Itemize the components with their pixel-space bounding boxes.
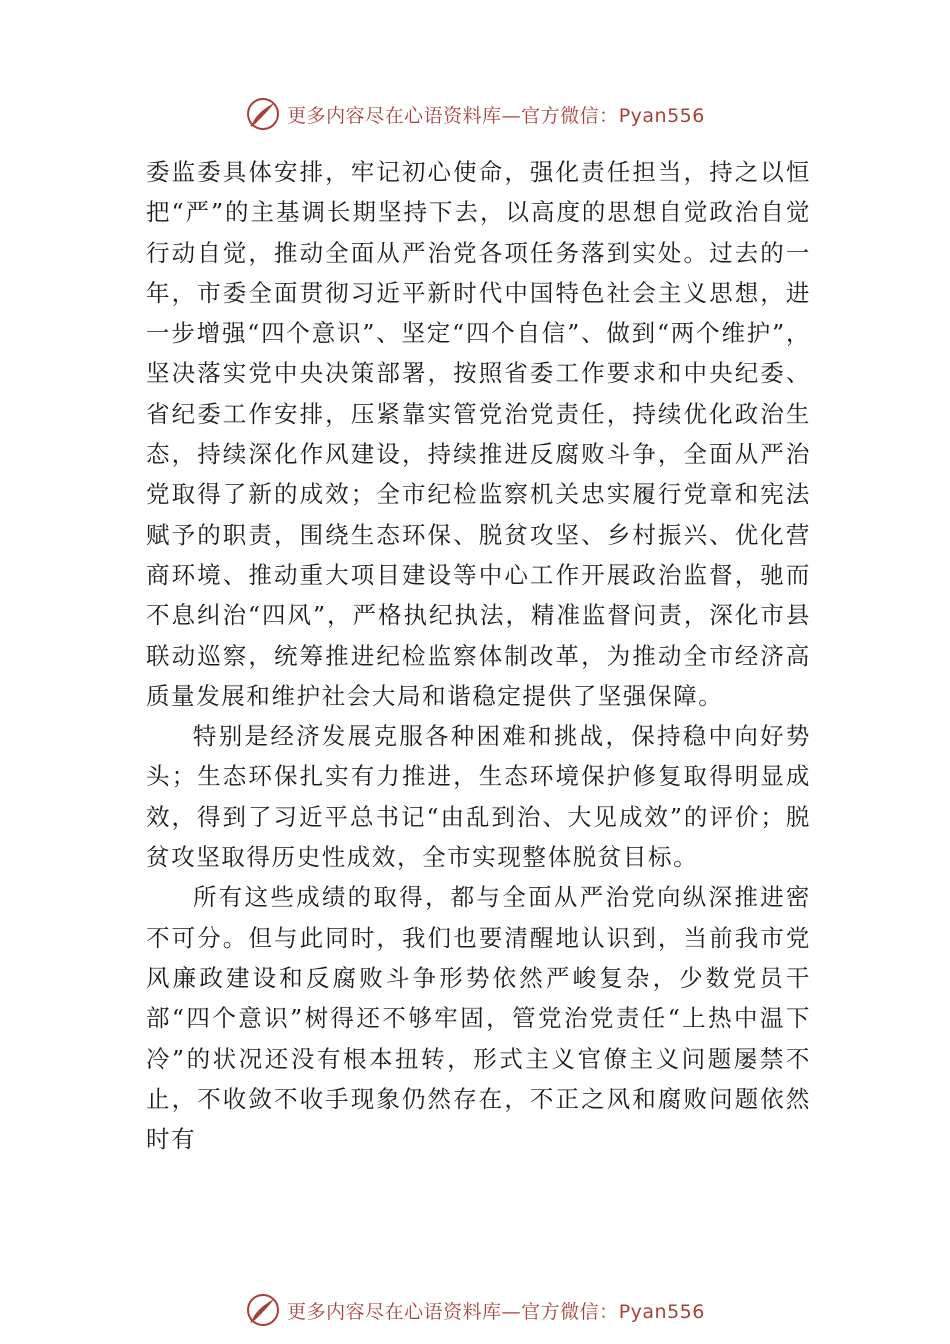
paragraph-1: 委监委具体安排，牢记初心使命，强化责任担当，持之以恒把“严”的主基调长期坚持下去，以高度的思想自觉政治自觉行动自觉，推动全面从严治党各项任务落到实处。过去的一年，市委全面贯彻习近平新时代中国特色社会主义思想，进一步增强“四个意识”、坚定“四个自信”、做到“两个维护”，坚决落实党中央决策部署，按照省委工作要求和中央纪委、省纪委工作安排，压紧靠实管党治党责任，持续优化政治生态，持续深化作风建设，持续推进反腐败斗争，全面从严治党取得了新的成效；全市纪检监察机关忠实履行党章和宪法赋予的职责，围绕生态环保、脱贫攻坚、乡村振兴、优化营商环境、推动重大项目建设等中心工作开展政治监督，驰而不息纠治“四风”，严格执纪执法，精准监督问责，深化市县联动巡察，统筹推进纪检监察体制改革，为推动全市经济高质量发展和维护社会大局和谐稳定提供了坚强保障。 — [146, 158, 811, 710]
pen-ribbon-logo-icon — [245, 96, 281, 132]
document-body — [146, 152, 811, 1159]
watermark-label2: 官方微信： — [521, 104, 619, 127]
footer-watermark — [0, 1290, 950, 1330]
header-watermark — [0, 94, 950, 134]
paragraph-2: 特别是经济发展克服各种困难和挑战，保持稳中向好势头；生态环保扎实有力推进，生态环境保护修复取得明显成效，得到了习近平总书记“由乱到治、大见成效”的评价；脱贫攻坚取得历史性成效，全市实现整体脱贫目标。 — [146, 722, 811, 872]
watermark-account: Pyan556 — [618, 104, 705, 127]
paragraph-3: 所有这些成绩的取得，都与全面从严治党向纵深推进密不可分。但与此同时，我们也要清醒地认识到，当前我市党风廉政建设和反腐败斗争形势依然严峻复杂，少数党员干部“四个意识”树得还不够牢固，管党治党责任“上热中温下冷”的状况还没有根本扭转，形式主义官僚主义问题屡禁不止，不收敛不收手现象仍然存在，不正之风和腐败问题依然时有 — [146, 883, 811, 1154]
pen-ribbon-logo-icon — [245, 1292, 281, 1328]
watermark-label: 更多内容尽在心语资料库 — [287, 104, 502, 127]
watermark-account: Pyan556 — [618, 1300, 705, 1323]
watermark-label2: 官方微信： — [521, 1300, 619, 1323]
watermark-label: 更多内容尽在心语资料库 — [287, 1300, 502, 1323]
watermark-dash: — — [501, 1300, 522, 1323]
watermark-dash: — — [501, 104, 522, 127]
